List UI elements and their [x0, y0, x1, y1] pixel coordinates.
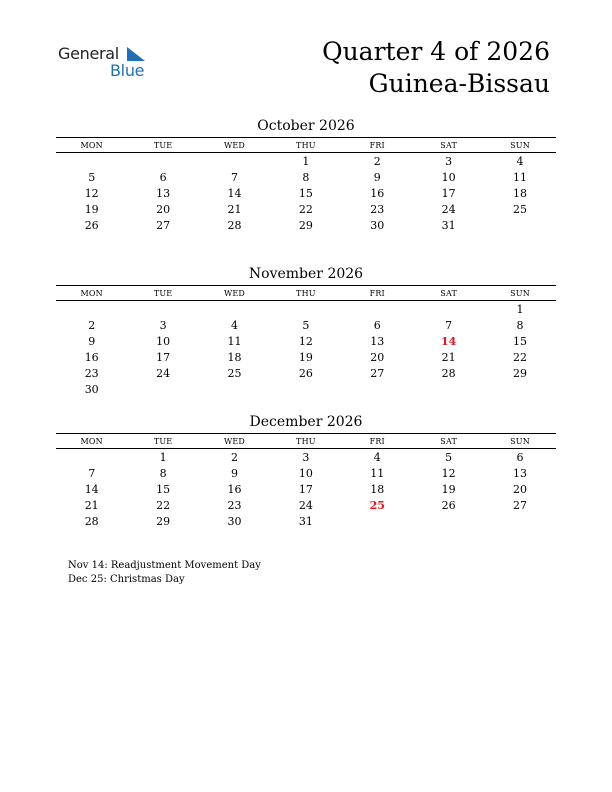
- day-cell: 23: [370, 202, 385, 216]
- day-cell: 30: [370, 218, 385, 232]
- weekday-label: FRI: [369, 436, 385, 446]
- day-cell: 17: [298, 482, 313, 496]
- day-cell: 7: [230, 170, 238, 184]
- day-cell: 12: [84, 186, 99, 200]
- holiday-note: Nov 14: Readjustment Movement Day: [68, 560, 261, 571]
- weekday-label: FRI: [369, 140, 385, 150]
- day-cell: 20: [513, 482, 528, 496]
- weekday-header: [56, 137, 556, 153]
- day-cell: 22: [513, 350, 528, 364]
- day-cell: 28: [441, 366, 456, 380]
- day-cell: 29: [513, 366, 528, 380]
- day-cell: 21: [84, 498, 99, 512]
- day-cell: 27: [513, 498, 528, 512]
- day-cell: 29: [156, 514, 171, 528]
- holiday-notes: [68, 559, 261, 587]
- day-cell: 5: [445, 450, 453, 464]
- week-row: [56, 301, 556, 317]
- holiday-day-cell: 14: [440, 334, 457, 348]
- week-row: [56, 449, 556, 465]
- weekday-label: MON: [80, 140, 103, 150]
- day-cell: 10: [298, 466, 313, 480]
- day-cell: 27: [370, 366, 385, 380]
- weekday-label: WED: [223, 140, 246, 150]
- week-row: [56, 201, 556, 217]
- day-cell: 13: [156, 186, 171, 200]
- weekday-label: SAT: [440, 140, 458, 150]
- day-cell: 25: [227, 366, 242, 380]
- day-cell: 2: [88, 318, 96, 332]
- week-row: [56, 153, 556, 169]
- day-cell: 11: [370, 466, 385, 480]
- day-cell: 24: [298, 498, 313, 512]
- day-cell: 13: [370, 334, 385, 348]
- day-cell: 19: [84, 202, 99, 216]
- week-row: [56, 185, 556, 201]
- day-cell: 4: [516, 154, 524, 168]
- day-cell: 25: [513, 202, 528, 216]
- weekday-label: MON: [80, 436, 103, 446]
- day-cell: 22: [298, 202, 313, 216]
- day-cell: 22: [156, 498, 171, 512]
- day-cell: 30: [84, 382, 99, 396]
- weekday-label: MON: [80, 288, 103, 298]
- day-cell: 15: [156, 482, 171, 496]
- week-row: [56, 333, 556, 349]
- day-cell: 9: [88, 334, 96, 348]
- day-cell: 9: [230, 466, 238, 480]
- month-title: October 2026: [257, 118, 355, 134]
- day-cell: 11: [227, 334, 242, 348]
- day-cell: 19: [298, 350, 313, 364]
- day-cell: 16: [370, 186, 385, 200]
- day-cell: 24: [441, 202, 456, 216]
- day-cell: 6: [159, 170, 167, 184]
- weekday-label: THU: [296, 288, 316, 298]
- day-cell: 1: [302, 154, 310, 168]
- day-cell: 4: [230, 318, 238, 332]
- weekday-label: FRI: [369, 288, 385, 298]
- day-cell: 19: [441, 482, 456, 496]
- day-cell: 26: [84, 218, 99, 232]
- day-cell: 17: [441, 186, 456, 200]
- logo-general-text: General: [58, 44, 119, 63]
- day-cell: 3: [302, 450, 310, 464]
- weekday-header: [56, 433, 556, 449]
- weekday-label: THU: [296, 436, 316, 446]
- day-cell: 8: [159, 466, 167, 480]
- week-row: [56, 513, 556, 529]
- day-cell: 24: [156, 366, 171, 380]
- day-cell: 16: [227, 482, 242, 496]
- day-cell: 23: [227, 498, 242, 512]
- weekday-header: [56, 285, 556, 301]
- weekday-label: THU: [296, 140, 316, 150]
- day-cell: 6: [516, 450, 524, 464]
- day-cell: 30: [227, 514, 242, 528]
- holiday-day-cell: 25: [369, 498, 385, 512]
- day-cell: 6: [373, 318, 381, 332]
- day-cell: 2: [230, 450, 238, 464]
- day-cell: 10: [156, 334, 171, 348]
- day-cell: 15: [298, 186, 313, 200]
- day-cell: 7: [445, 318, 453, 332]
- day-cell: 28: [84, 514, 99, 528]
- day-cell: 15: [513, 334, 528, 348]
- week-row: [56, 481, 556, 497]
- day-cell: 11: [513, 170, 528, 184]
- day-cell: 2: [373, 154, 381, 168]
- day-cell: 3: [445, 154, 453, 168]
- week-row: [56, 317, 556, 333]
- day-cell: 14: [84, 482, 99, 496]
- month-title: December 2026: [249, 414, 363, 430]
- weekday-label: SUN: [510, 288, 530, 298]
- weekday-label: SUN: [510, 140, 530, 150]
- day-cell: 9: [373, 170, 381, 184]
- day-cell: 23: [84, 366, 99, 380]
- week-row: [56, 381, 556, 397]
- day-cell: 14: [227, 186, 242, 200]
- day-cell: 27: [156, 218, 171, 232]
- weekday-label: SUN: [510, 436, 530, 446]
- weekday-label: TUE: [153, 436, 173, 446]
- week-row: [56, 365, 556, 381]
- day-cell: 28: [227, 218, 242, 232]
- day-cell: 18: [370, 482, 385, 496]
- quarter-title: Quarter 4 of 2026: [322, 37, 550, 66]
- month-title: November 2026: [248, 266, 364, 282]
- day-cell: 29: [298, 218, 313, 232]
- day-cell: 21: [227, 202, 242, 216]
- day-cell: 8: [516, 318, 524, 332]
- week-row: [56, 349, 556, 365]
- day-cell: 4: [373, 450, 381, 464]
- day-cell: 18: [227, 350, 242, 364]
- day-cell: 7: [88, 466, 96, 480]
- weekday-label: TUE: [153, 288, 173, 298]
- weekday-label: WED: [223, 288, 246, 298]
- weekday-label: SAT: [440, 436, 458, 446]
- day-cell: 5: [88, 170, 96, 184]
- day-cell: 20: [156, 202, 171, 216]
- month-calendar: [56, 413, 556, 529]
- day-cell: 8: [302, 170, 310, 184]
- day-cell: 26: [441, 498, 456, 512]
- day-cell: 31: [298, 514, 313, 528]
- weekday-label: TUE: [153, 140, 173, 150]
- weekday-label: SAT: [440, 288, 458, 298]
- day-cell: 26: [298, 366, 313, 380]
- day-cell: 21: [441, 350, 456, 364]
- day-cell: 3: [159, 318, 167, 332]
- day-cell: 1: [516, 302, 524, 316]
- weekday-label: WED: [223, 436, 246, 446]
- month-calendar: [56, 117, 556, 233]
- country-title: Guinea-Bissau: [368, 69, 550, 98]
- logo: [58, 44, 158, 84]
- week-row: [56, 169, 556, 185]
- day-cell: 10: [441, 170, 456, 184]
- page-title: [322, 36, 550, 100]
- day-cell: 5: [302, 318, 310, 332]
- day-cell: 31: [441, 218, 456, 232]
- day-cell: 16: [84, 350, 99, 364]
- week-row: [56, 217, 556, 233]
- day-cell: 17: [156, 350, 171, 364]
- day-cell: 12: [298, 334, 313, 348]
- day-cell: 1: [159, 450, 167, 464]
- day-cell: 13: [513, 466, 528, 480]
- holiday-note: Dec 25: Christmas Day: [68, 574, 185, 585]
- day-cell: 20: [370, 350, 385, 364]
- day-cell: 12: [441, 466, 456, 480]
- month-calendar: [56, 265, 556, 397]
- week-row: [56, 497, 556, 513]
- day-cell: 18: [513, 186, 528, 200]
- week-row: [56, 465, 556, 481]
- logo-blue-text: Blue: [110, 61, 145, 80]
